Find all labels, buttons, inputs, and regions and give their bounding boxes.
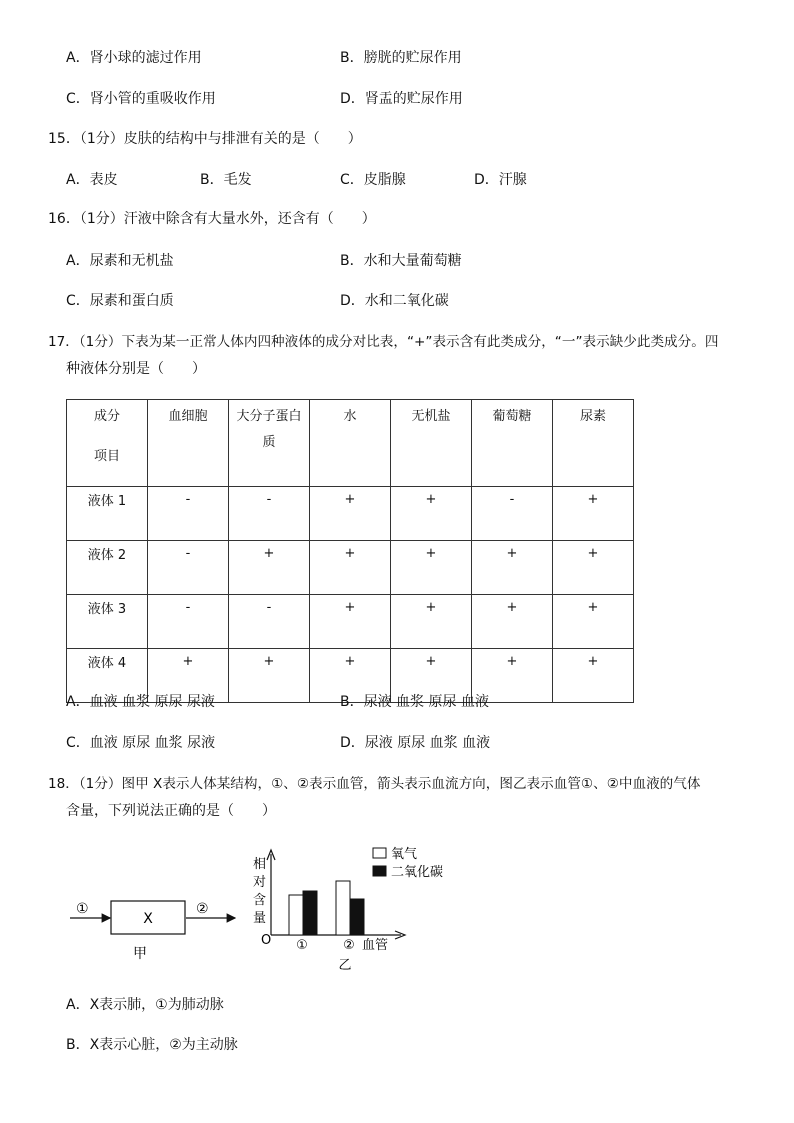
legend-swatch-oxygen	[373, 848, 386, 858]
header-cell: 葡萄糖	[472, 400, 553, 487]
q18-stem-line1: 18．（1分）图甲 X表示人体某结构，①、②表示血管，箭头表示血流方向，图乙表示血管①、②中血液的气体	[48, 776, 701, 792]
table-corner-cell	[67, 400, 148, 487]
table-cell: +	[229, 541, 310, 595]
header-cell: 无机盐	[391, 400, 472, 487]
y-axis-label	[253, 856, 270, 926]
q18-option-b: B．X表示心脏，②为主动脉	[66, 1037, 238, 1053]
q18-stem-line2: 含量，下列说法正确的是（ ）	[66, 803, 276, 819]
table-cell: +	[148, 649, 229, 703]
q16-option-b: B．水和大量葡萄糖	[340, 253, 462, 269]
header-cell: 大分子蛋白质	[229, 400, 310, 487]
table-cell: +	[310, 487, 391, 541]
q15-stem: 15．（1分）皮肤的结构中与排泄有关的是（ ）	[48, 131, 362, 147]
q17-option-a: A．血液 血浆 原尿 尿液	[66, 694, 215, 710]
y-axis-label-char: 含	[253, 893, 267, 908]
table-cell: +	[553, 595, 634, 649]
table-cell: -	[148, 487, 229, 541]
y-axis-label-char: 对	[253, 875, 267, 890]
table-row	[67, 487, 634, 541]
table-cell: +	[229, 649, 310, 703]
vessel-1-label: ①	[76, 901, 89, 917]
header-cell: 尿素	[553, 400, 634, 487]
y-axis-label-char: 相	[253, 857, 267, 872]
bar-oxygen-vessel-1	[289, 895, 303, 935]
legend-swatch-co2	[373, 866, 386, 876]
table-cell: +	[391, 541, 472, 595]
figure-jia	[60, 880, 260, 970]
header-cell: 水	[310, 400, 391, 487]
row-label: 液体 1	[67, 487, 148, 541]
bar-oxygen-vessel-2	[336, 881, 350, 935]
row-label: 液体 4	[67, 649, 148, 703]
q14-option-b: B．膀胱的贮尿作用	[340, 50, 462, 66]
q15-option-c: C．皮脂腺	[340, 172, 406, 188]
corner-bottom-label: 项目	[93, 449, 120, 464]
vessel-2-label: ②	[196, 901, 209, 917]
table-row	[67, 541, 634, 595]
header-cell: 血细胞	[148, 400, 229, 487]
legend-label-oxygen: 氧气	[391, 847, 418, 862]
composition-table	[66, 399, 634, 703]
table-cell: -	[148, 541, 229, 595]
q15-option-a: A．表皮	[66, 172, 118, 188]
table-row	[67, 595, 634, 649]
category-label-1: ①	[296, 938, 308, 953]
q15-option-b: B．毛发	[200, 172, 252, 188]
q14-option-d: D．肾盂的贮尿作用	[340, 91, 463, 107]
table-cell: +	[391, 649, 472, 703]
q17-stem-line1: 17．（1分）下表为某一正常人体内四种液体的成分对比表，“+”表示含有此类成分，“一”表示缺少此类成分。四	[48, 334, 719, 350]
q16-stem: 16．（1分）汗液中除含有大量水外，还含有（ ）	[48, 211, 376, 227]
origin-label: O	[261, 933, 272, 948]
table-cell: +	[472, 649, 553, 703]
corner-top-label: 成分	[93, 409, 120, 424]
table-header-row	[67, 400, 634, 487]
table-cell: +	[472, 595, 553, 649]
legend-label-co2: 二氧化碳	[391, 865, 444, 880]
table-cell: +	[310, 541, 391, 595]
category-label-2: ②	[343, 938, 355, 953]
structure-x-label: X	[143, 911, 153, 927]
table-cell: +	[310, 595, 391, 649]
bar-group	[289, 881, 364, 935]
table-cell: +	[310, 649, 391, 703]
table-cell: +	[553, 487, 634, 541]
y-axis-label-char: 量	[253, 911, 267, 926]
table-cell: +	[472, 541, 553, 595]
x-axis-label: 血管	[362, 938, 389, 953]
q15-option-d: D．汗腺	[474, 172, 527, 188]
q16-option-d: D．水和二氧化碳	[340, 293, 449, 309]
table-cell: +	[553, 649, 634, 703]
row-label: 液体 3	[67, 595, 148, 649]
table-cell: -	[229, 595, 310, 649]
q16-option-a: A．尿素和无机盐	[66, 253, 174, 269]
q18-option-a: A．X表示肺，①为肺动脉	[66, 997, 224, 1013]
q14-option-c: C．肾小管的重吸收作用	[66, 91, 216, 107]
table-cell: +	[391, 595, 472, 649]
table-cell: -	[472, 487, 553, 541]
row-label: 液体 2	[67, 541, 148, 595]
table-cell: +	[391, 487, 472, 541]
q14-option-a: A．肾小球的滤过作用	[66, 50, 202, 66]
q17-option-b: B．尿液 血浆 原尿 血液	[340, 694, 489, 710]
q17-option-c: C．血液 原尿 血浆 尿液	[66, 735, 216, 751]
q17-stem-line2: 种液体分别是（ ）	[66, 361, 206, 377]
bar-co2-vessel-1	[303, 891, 317, 935]
table-cell: -	[229, 487, 310, 541]
bar-co2-vessel-2	[350, 899, 364, 935]
table-cell: -	[148, 595, 229, 649]
figure-jia-caption: 甲	[133, 946, 147, 962]
figure-yi-chart	[245, 838, 475, 978]
table-cell: +	[553, 541, 634, 595]
q16-option-c: C．尿素和蛋白质	[66, 293, 174, 309]
q17-option-d: D．尿液 原尿 血浆 血液	[340, 735, 491, 751]
figure-yi-caption: 乙	[338, 958, 352, 973]
